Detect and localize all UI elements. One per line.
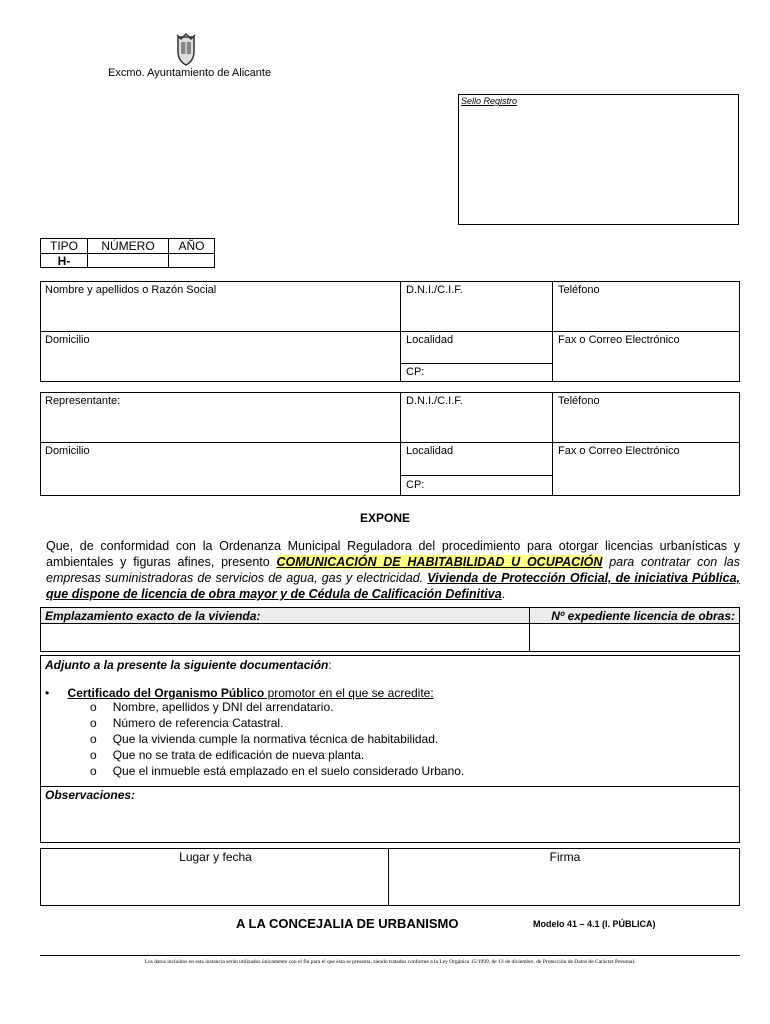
col-header-ano: AÑO <box>168 238 215 254</box>
representative-fax-field[interactable] <box>552 442 740 496</box>
habitability-highlight: COMUNICACIÓN DE HABITABILIDAD U OCUPACIÓN <box>276 555 603 569</box>
expone-paragraph <box>46 538 740 602</box>
representative-fax-label: Fax o Correo Electrónico <box>558 445 680 457</box>
representative-address-label: Domicilio <box>45 445 90 457</box>
list-item: o Que no se trata de edificación de nueva planta. <box>90 748 365 762</box>
place-date-field[interactable] <box>40 848 389 906</box>
circle-bullet-icon: o <box>90 732 97 746</box>
bullet-certificate: • Certificado del Organismo Público promotor en el que se acredite: <box>45 686 434 700</box>
representative-dni-label: D.N.I./C.I.F. <box>406 395 463 407</box>
location-header <box>40 607 530 624</box>
representative-dni-field[interactable] <box>400 392 553 443</box>
representative-name-label: Representante: <box>45 395 121 407</box>
ano-field[interactable] <box>168 253 215 268</box>
representative-phone-field[interactable] <box>552 392 740 443</box>
expone-text-2: para contratar con las empresas suministradoras de servicios de agua, gas y electricidad. <box>46 555 740 585</box>
applicant-postcode-field[interactable] <box>400 363 553 382</box>
circle-bullet-icon: o <box>90 748 97 762</box>
applicant-dni-label: D.N.I./C.I.F. <box>406 284 463 296</box>
location-field[interactable] <box>40 623 530 652</box>
privacy-notice: Los datos incluidos en esta instancia serán utilizados únicamente con el fin para el que ésta se presenta, siendo tratados conforme a la Ley Orgánica 15/1999, de 13 de diciembre, de Protección de Datos de Carácter Personal. <box>144 959 636 965</box>
applicant-dni-field[interactable] <box>400 281 553 332</box>
list-item: o Que la vivienda cumple la normativa técnica de habitabilidad. <box>90 732 439 746</box>
applicant-postcode-label: CP: <box>406 366 425 378</box>
applicant-phone-field[interactable] <box>552 281 740 332</box>
addressee-title: A LA CONCEJALIA DE URBANISMO <box>236 916 459 931</box>
applicant-name-field[interactable] <box>40 281 401 332</box>
registry-stamp-label: Sello Registro <box>461 96 518 106</box>
applicant-fax-field[interactable] <box>552 331 740 382</box>
file-number-table <box>40 238 215 268</box>
representative-name-field[interactable] <box>40 392 401 443</box>
applicant-address-label: Domicilio <box>45 334 90 346</box>
tipo-value[interactable]: H- <box>40 253 88 268</box>
representative-address-field[interactable] <box>40 442 401 496</box>
circle-bullet-icon: o <box>90 700 97 714</box>
col-header-numero: NÚMERO <box>87 238 169 254</box>
location-label: Emplazamiento exacto de la vivienda: <box>45 609 261 623</box>
observations-field[interactable] <box>40 786 740 843</box>
documentation-box <box>40 655 740 787</box>
representative-town-label: Localidad <box>406 445 454 457</box>
model-number: Modelo 41 – 4.1 (I. PÚBLICA) <box>533 919 656 929</box>
signature-field[interactable] <box>388 848 740 906</box>
applicant-town-label: Localidad <box>406 334 454 346</box>
list-item: o Nombre, apellidos y DNI del arrendatario. <box>90 700 334 714</box>
applicant-fax-label: Fax o Correo Electrónico <box>558 334 680 346</box>
representative-postcode-field[interactable] <box>400 475 553 496</box>
representative-phone-label: Teléfono <box>558 395 600 407</box>
registry-stamp-box[interactable] <box>458 94 739 225</box>
representative-town-field[interactable] <box>400 442 553 476</box>
footer-divider <box>40 955 740 956</box>
applicant-section <box>40 281 740 382</box>
signature-label: Firma <box>549 850 581 864</box>
expone-vpo-text: Vivienda de Protección Oficial, de iniciativa Pública, que dispone de licencia de obra mayor y de Cédula de Calificación Definitiva <box>46 571 740 601</box>
institution-name: Excmo. Ayuntamiento de Alicante <box>108 67 272 79</box>
expone-text-end: . <box>501 587 506 601</box>
bullet-dot-icon: • <box>45 686 50 700</box>
applicant-phone-label: Teléfono <box>558 284 600 296</box>
applicant-address-field[interactable] <box>40 331 401 382</box>
applicant-name-label: Nombre y apellidos o Razón Social <box>45 284 217 296</box>
representative-section <box>40 392 740 496</box>
col-header-tipo: TIPO <box>40 238 88 254</box>
expedient-field[interactable] <box>529 623 740 652</box>
signature-section <box>40 848 740 906</box>
applicant-town-field[interactable] <box>400 331 553 364</box>
location-section <box>40 607 740 652</box>
circle-bullet-icon: o <box>90 764 97 778</box>
observations-label: Observaciones: <box>45 788 136 802</box>
circle-bullet-icon: o <box>90 716 97 730</box>
coat-of-arms-icon <box>172 33 200 67</box>
documentation-heading: Adjunto a la presente la siguiente documentación: <box>45 658 332 672</box>
expone-heading: EXPONE <box>359 511 410 525</box>
expedient-header <box>529 607 740 624</box>
list-item: o Número de referencia Catastral. <box>90 716 284 730</box>
place-date-label: Lugar y fecha <box>179 850 252 864</box>
list-item: o Que el inmueble está emplazado en el suelo considerado Urbano. <box>90 764 465 778</box>
representative-postcode-label: CP: <box>406 479 425 491</box>
expone-text-1: Que, de conformidad con la Ordenanza Municipal Reguladora del procedimiento para otorgar licencias urbanísticas y ambientales y figuras afines, presento <box>46 539 740 569</box>
numero-field[interactable] <box>87 253 169 268</box>
expedient-label: Nº expediente licencia de obras: <box>551 609 735 623</box>
